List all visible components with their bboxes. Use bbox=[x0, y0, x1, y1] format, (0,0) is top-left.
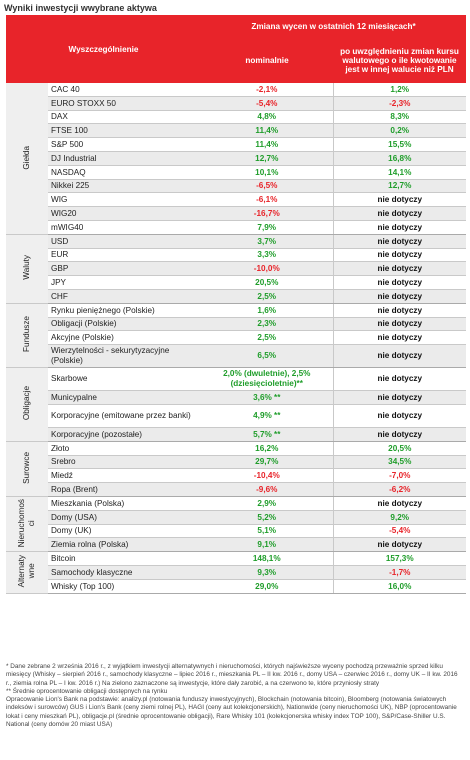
nominal-change: -6,5% bbox=[201, 179, 333, 193]
asset-name: WIG bbox=[48, 193, 201, 207]
nominal-change: 29,7% bbox=[201, 455, 333, 469]
nominal-change: 3,6% ** bbox=[201, 391, 333, 405]
nominal-change: 9,1% bbox=[201, 538, 333, 552]
asset-name: USD bbox=[48, 234, 201, 248]
currency-adjusted-change: 34,5% bbox=[333, 455, 466, 469]
nominal-change: 10,1% bbox=[201, 165, 333, 179]
nominal-change: 5,2% bbox=[201, 510, 333, 524]
group-label-text: Giełda bbox=[22, 145, 31, 170]
table-row bbox=[6, 83, 466, 96]
asset-name: Korporacyjne (pozostałe) bbox=[48, 427, 201, 441]
nominal-change: -2,1% bbox=[201, 83, 333, 96]
group-label bbox=[6, 83, 48, 234]
nominal-change: 2,5% bbox=[201, 289, 333, 303]
asset-name: JPY bbox=[48, 276, 201, 290]
nominal-change: 12,7% bbox=[201, 151, 333, 165]
nominal-change: 2,5% bbox=[201, 331, 333, 345]
currency-adjusted-change: nie dotyczy bbox=[333, 345, 466, 368]
nominal-change: 2,9% bbox=[201, 496, 333, 510]
currency-adjusted-change: 16,8% bbox=[333, 151, 466, 165]
header-item: Wyszczególnienie bbox=[6, 15, 201, 83]
currency-adjusted-change: 0,2% bbox=[333, 124, 466, 138]
currency-adjusted-change: nie dotyczy bbox=[333, 427, 466, 441]
currency-adjusted-change: nie dotyczy bbox=[333, 391, 466, 405]
header-group: Zmiana wycen w ostatnich 12 miesiącach* bbox=[201, 15, 466, 37]
group-label-text: Nieruchomoś ci bbox=[17, 498, 36, 548]
asset-name: EURO STOXX 50 bbox=[48, 96, 201, 110]
currency-adjusted-change: nie dotyczy bbox=[333, 538, 466, 552]
nominal-change: 4,8% bbox=[201, 110, 333, 124]
nominal-change: -9,6% bbox=[201, 483, 333, 497]
nominal-change: 29,0% bbox=[201, 579, 333, 593]
nominal-change: 9,3% bbox=[201, 565, 333, 579]
asset-name: DAX bbox=[48, 110, 201, 124]
asset-name: NASDAQ bbox=[48, 165, 201, 179]
currency-adjusted-change: -5,4% bbox=[333, 524, 466, 538]
nominal-change: 11,4% bbox=[201, 138, 333, 152]
table-row bbox=[6, 579, 466, 593]
nominal-change: 2,0% (dwuletnie), 2,5% (dziesięcioletnie)** bbox=[201, 368, 333, 391]
nominal-change: -10,4% bbox=[201, 469, 333, 483]
currency-adjusted-change: nie dotyczy bbox=[333, 220, 466, 234]
currency-adjusted-change: 9,2% bbox=[333, 510, 466, 524]
currency-adjusted-change: 157,3% bbox=[333, 552, 466, 566]
asset-name: Miedź bbox=[48, 469, 201, 483]
currency-adjusted-change: 20,5% bbox=[333, 441, 466, 455]
nominal-change: -10,0% bbox=[201, 262, 333, 276]
nominal-change: 5,1% bbox=[201, 524, 333, 538]
nominal-change: 148,1% bbox=[201, 552, 333, 566]
table-row bbox=[6, 234, 466, 248]
footnote: Opracowanie Lion's Bank na podstawie: analizy.pl (notowania funduszy inwestycyjnych), Blockchain (notowania bitcoin), Bloomberg (notowania światowych indeksów i surowców) GUS i Lion's Bank (ceny ziemi rolnej PL), HAGI (ceny aut kolekcjonerskich), Nationwide (ceny nieruchomości UK), NBP (oprocentowanie lokat i ceny mieszkań PL), obligacje.pl (średnie oprocentowanie obligacji), Rare Whisky 101 (kolekcjonerska whisky index TOP 100), S&P/Case-Shiller U.S. National (ceny domów 20 miast USA) bbox=[6, 696, 457, 729]
nominal-change: 20,5% bbox=[201, 276, 333, 290]
currency-adjusted-change: 14,1% bbox=[333, 165, 466, 179]
nominal-change: -16,7% bbox=[201, 207, 333, 221]
table-row bbox=[6, 441, 466, 455]
table-row bbox=[6, 138, 466, 152]
nominal-change: -5,4% bbox=[201, 96, 333, 110]
currency-adjusted-change: nie dotyczy bbox=[333, 368, 466, 391]
table-row bbox=[6, 303, 466, 317]
currency-adjusted-change: nie dotyczy bbox=[333, 262, 466, 276]
nominal-change: 16,2% bbox=[201, 441, 333, 455]
group-label bbox=[6, 234, 48, 303]
currency-adjusted-change: nie dotyczy bbox=[333, 289, 466, 303]
currency-adjusted-change: nie dotyczy bbox=[333, 303, 466, 317]
currency-adjusted-change: 15,5% bbox=[333, 138, 466, 152]
asset-name: S&P 500 bbox=[48, 138, 201, 152]
table-row bbox=[6, 455, 466, 469]
table-row bbox=[6, 496, 466, 510]
currency-adjusted-change: 12,7% bbox=[333, 179, 466, 193]
table-row bbox=[6, 538, 466, 552]
asset-name: Srebro bbox=[48, 455, 201, 469]
table-row bbox=[6, 469, 466, 483]
table-row bbox=[6, 510, 466, 524]
nominal-change: 2,3% bbox=[201, 317, 333, 331]
group-label bbox=[6, 303, 48, 367]
table-row bbox=[6, 151, 466, 165]
asset-name: Ropa (Brent) bbox=[48, 483, 201, 497]
currency-adjusted-change: nie dotyczy bbox=[333, 248, 466, 262]
group-label-text: Fundusze bbox=[22, 316, 31, 353]
table-row bbox=[6, 404, 466, 427]
currency-adjusted-change: 16,0% bbox=[333, 579, 466, 593]
nominal-change: 6,5% bbox=[201, 345, 333, 368]
table-row bbox=[6, 248, 466, 262]
nominal-change: 4,9% ** bbox=[201, 404, 333, 427]
asset-name: Domy (UK) bbox=[48, 524, 201, 538]
asset-name: Whisky (Top 100) bbox=[48, 579, 201, 593]
table-row bbox=[6, 289, 466, 303]
asset-name: WIG20 bbox=[48, 207, 201, 221]
group-label-text: Alternaty wne bbox=[17, 555, 36, 588]
table-row bbox=[6, 276, 466, 290]
footnotes bbox=[6, 663, 464, 729]
table-row bbox=[6, 391, 466, 405]
currency-adjusted-change: -6,2% bbox=[333, 483, 466, 497]
currency-adjusted-change: -1,7% bbox=[333, 565, 466, 579]
table-row bbox=[6, 220, 466, 234]
asset-name: Bitcoin bbox=[48, 552, 201, 566]
table-row bbox=[6, 317, 466, 331]
nominal-change: 7,9% bbox=[201, 220, 333, 234]
currency-adjusted-change: nie dotyczy bbox=[333, 193, 466, 207]
header-nominal: nominalnie bbox=[201, 37, 333, 83]
asset-name: Rynku pieniężnego (Polskie) bbox=[48, 303, 201, 317]
nominal-change: -6,1% bbox=[201, 193, 333, 207]
table-row bbox=[6, 207, 466, 221]
asset-name: CAC 40 bbox=[48, 83, 201, 96]
asset-name: Złoto bbox=[48, 441, 201, 455]
group-label bbox=[6, 496, 48, 551]
currency-adjusted-change: nie dotyczy bbox=[333, 404, 466, 427]
nominal-change: 1,6% bbox=[201, 303, 333, 317]
footnote: ** Średnie oprocentowanie obligacji dostępnych na rynku bbox=[6, 687, 168, 695]
currency-adjusted-change: -2,3% bbox=[333, 96, 466, 110]
footnote: * Dane zebrane 2 września 2016 r., z wyjątkiem inwestycji alternatywnych i nieruchomości, których najświeższe wyceny pochodzą przeważnie sprzed kilku miesięcy (Whisky – sierpień 2016 r., samochody klasyczne – lipiec 2016 r., mieszkania PL – II kw. 2016 r., domy USA – czerwiec 2016 r., domy UK – II kw. 2016 r., ziemia rolna PL – I kw. 2016 r.) Na zielono zaznaczone są inwestycje, które dały zarobić, a na czerwono te, które przyniosły straty bbox=[6, 663, 458, 687]
asset-name: Samochody klasyczne bbox=[48, 565, 201, 579]
asset-name: EUR bbox=[48, 248, 201, 262]
asset-name: Korporacyjne (emitowane przez banki) bbox=[48, 404, 201, 427]
table-row bbox=[6, 165, 466, 179]
currency-adjusted-change: nie dotyczy bbox=[333, 234, 466, 248]
nominal-change: 3,3% bbox=[201, 248, 333, 262]
asset-name: Wierzytelności - sekurytyzacyjne (Polskie) bbox=[48, 345, 201, 368]
table-row bbox=[6, 331, 466, 345]
investment-results-table bbox=[6, 15, 466, 594]
asset-name: Municypalne bbox=[48, 391, 201, 405]
table-row bbox=[6, 96, 466, 110]
header-adjusted: po uwzględnieniu zmian kursu walutowego o ile kwotowanie jest w innej walucie niż PLN bbox=[333, 37, 466, 83]
asset-name: FTSE 100 bbox=[48, 124, 201, 138]
asset-name: mWIG40 bbox=[48, 220, 201, 234]
table-row bbox=[6, 110, 466, 124]
currency-adjusted-change: nie dotyczy bbox=[333, 331, 466, 345]
table-row bbox=[6, 565, 466, 579]
currency-adjusted-change: nie dotyczy bbox=[333, 207, 466, 221]
group-label bbox=[6, 552, 48, 593]
table-row bbox=[6, 345, 466, 368]
table-row bbox=[6, 179, 466, 193]
asset-name: Skarbowe bbox=[48, 368, 201, 391]
table-row bbox=[6, 552, 466, 566]
nominal-change: 11,4% bbox=[201, 124, 333, 138]
asset-name: Nikkei 225 bbox=[48, 179, 201, 193]
table-row bbox=[6, 262, 466, 276]
header-row-1 bbox=[6, 15, 466, 37]
group-label bbox=[6, 441, 48, 496]
currency-adjusted-change: 8,3% bbox=[333, 110, 466, 124]
asset-name: DJ Industrial bbox=[48, 151, 201, 165]
table-row bbox=[6, 193, 466, 207]
asset-name: Mieszkania (Polska) bbox=[48, 496, 201, 510]
asset-name: Ziemia rolna (Polska) bbox=[48, 538, 201, 552]
nominal-change: 5,7% ** bbox=[201, 427, 333, 441]
nominal-change: 3,7% bbox=[201, 234, 333, 248]
group-label bbox=[6, 368, 48, 442]
currency-adjusted-change: -7,0% bbox=[333, 469, 466, 483]
table-row bbox=[6, 124, 466, 138]
asset-name: Akcyjne (Polskie) bbox=[48, 331, 201, 345]
asset-name: CHF bbox=[48, 289, 201, 303]
group-label-text: Obligacje bbox=[22, 385, 31, 420]
currency-adjusted-change: 1,2% bbox=[333, 83, 466, 96]
currency-adjusted-change: nie dotyczy bbox=[333, 496, 466, 510]
table-row bbox=[6, 368, 466, 391]
asset-name: Domy (USA) bbox=[48, 510, 201, 524]
table-row bbox=[6, 483, 466, 497]
currency-adjusted-change: nie dotyczy bbox=[333, 276, 466, 290]
table-title: Wyniki inwestycji wwybrane aktywa bbox=[4, 3, 157, 13]
group-label-text: Waluty bbox=[22, 255, 31, 281]
table-row bbox=[6, 524, 466, 538]
asset-name: Obligacji (Polskie) bbox=[48, 317, 201, 331]
table-row bbox=[6, 427, 466, 441]
asset-name: GBP bbox=[48, 262, 201, 276]
group-label-text: Surowce bbox=[22, 451, 31, 484]
currency-adjusted-change: nie dotyczy bbox=[333, 317, 466, 331]
